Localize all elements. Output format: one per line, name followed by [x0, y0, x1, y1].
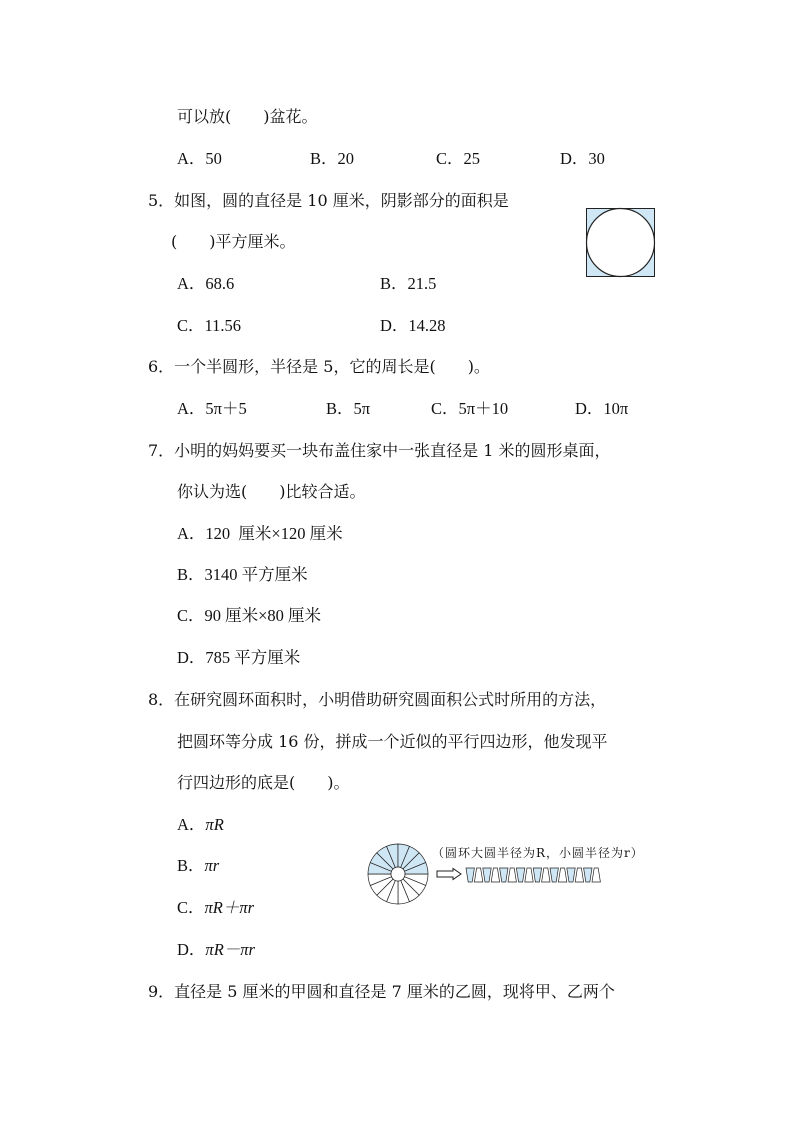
strip-piece: [550, 868, 558, 882]
parallelogram-strip: [465, 866, 605, 886]
strip-piece: [575, 868, 583, 882]
q6-option-c: C．5π＋10: [431, 399, 509, 418]
q4-option-c: C．25: [436, 149, 481, 168]
strip-piece: [483, 868, 491, 882]
strip-piece: [508, 868, 516, 882]
strip-piece: [474, 868, 482, 882]
square-circle-figure: [586, 208, 656, 278]
q7-option-a: A．120 厘米×120 厘米: [177, 524, 343, 543]
ring-figure-caption: （圆环大圆半径为R，小圆半径为r）: [432, 846, 644, 860]
q8-option-d: [177, 940, 255, 960]
q4-option-a: A．50: [177, 149, 222, 168]
q6-option-d: D．10π: [575, 399, 629, 418]
q6-text-line1: 6．一个半圆形，半径是 5，它的周长是( )。: [148, 357, 490, 376]
q8-option-a-formula: πR: [205, 815, 224, 834]
q8-option-a: [177, 815, 224, 835]
q5-option-d: D．14.28: [380, 316, 446, 335]
strip-piece: [500, 868, 508, 882]
q8-option-b-prefix: B．: [177, 856, 205, 875]
strip-piece: [533, 868, 541, 882]
q8-option-b-formula: πr: [204, 856, 220, 875]
ring-inner-circle: [391, 867, 405, 881]
strip-piece: [592, 868, 600, 882]
q4-option-d: D．30: [560, 149, 605, 168]
q8-text-line1: 8．在研究圆环面积时，小明借助研究圆面积公式时所用的方法，: [148, 690, 607, 709]
q7-text-line1: 7．小明的妈妈要买一块布盖住家中一张直径是 1 米的圆形桌面，: [148, 441, 611, 460]
q4-option-b: B．20: [310, 149, 355, 168]
q5-text-line1: 5．如图，圆的直径是 10 厘米，阴影部分的面积是: [148, 191, 509, 210]
strip-piece: [466, 868, 474, 882]
q7-option-d: D．785 平方厘米: [177, 648, 301, 667]
q7-text-line2: 你认为选( )比较合适。: [177, 482, 366, 501]
q8-text-line3: 行四边形的底是( )。: [177, 773, 350, 792]
q5-text-line2: ( )平方厘米。: [171, 232, 296, 251]
strip-piece: [516, 868, 524, 882]
q8-option-a-prefix: A．: [177, 815, 206, 834]
q8-text-line2: 把圆环等分成 16 份，拼成一个近似的平行四边形，他发现平: [177, 732, 608, 751]
strip-piece: [558, 868, 566, 882]
q4-text-line2: 可以放( )盆花。: [177, 107, 318, 126]
q9-text-line1: 9．直径是 5 厘米的甲圆和直径是 7 厘米的乙圆，现将甲、乙两个: [148, 982, 615, 1001]
q8-option-c: [177, 898, 254, 918]
white-circle: [587, 209, 655, 277]
q8-option-d-prefix: D．: [177, 940, 206, 959]
strip-piece: [525, 868, 533, 882]
q5-option-c: C．11.56: [177, 316, 242, 335]
strip-piece: [584, 868, 592, 882]
strip-piece: [542, 868, 550, 882]
q8-option-b: [177, 856, 219, 876]
q5-option-b: B．21.5: [380, 274, 437, 293]
q6-option-a: A．5π＋5: [177, 399, 247, 418]
q6-option-b: B．5π: [326, 399, 371, 418]
q7-option-c: C．90 厘米×80 厘米: [177, 606, 322, 625]
q8-option-d-formula: πR－πr: [205, 940, 255, 959]
q8-option-c-prefix: C．: [177, 898, 205, 917]
q8-option-c-formula: πR＋πr: [204, 898, 255, 917]
strip-piece: [491, 868, 499, 882]
q5-option-a: A．68.6: [177, 274, 235, 293]
strip-piece: [567, 868, 575, 882]
arrow-icon: [436, 868, 462, 880]
q7-option-b: B．3140 平方厘米: [177, 565, 308, 584]
ring-figure: [366, 842, 430, 906]
